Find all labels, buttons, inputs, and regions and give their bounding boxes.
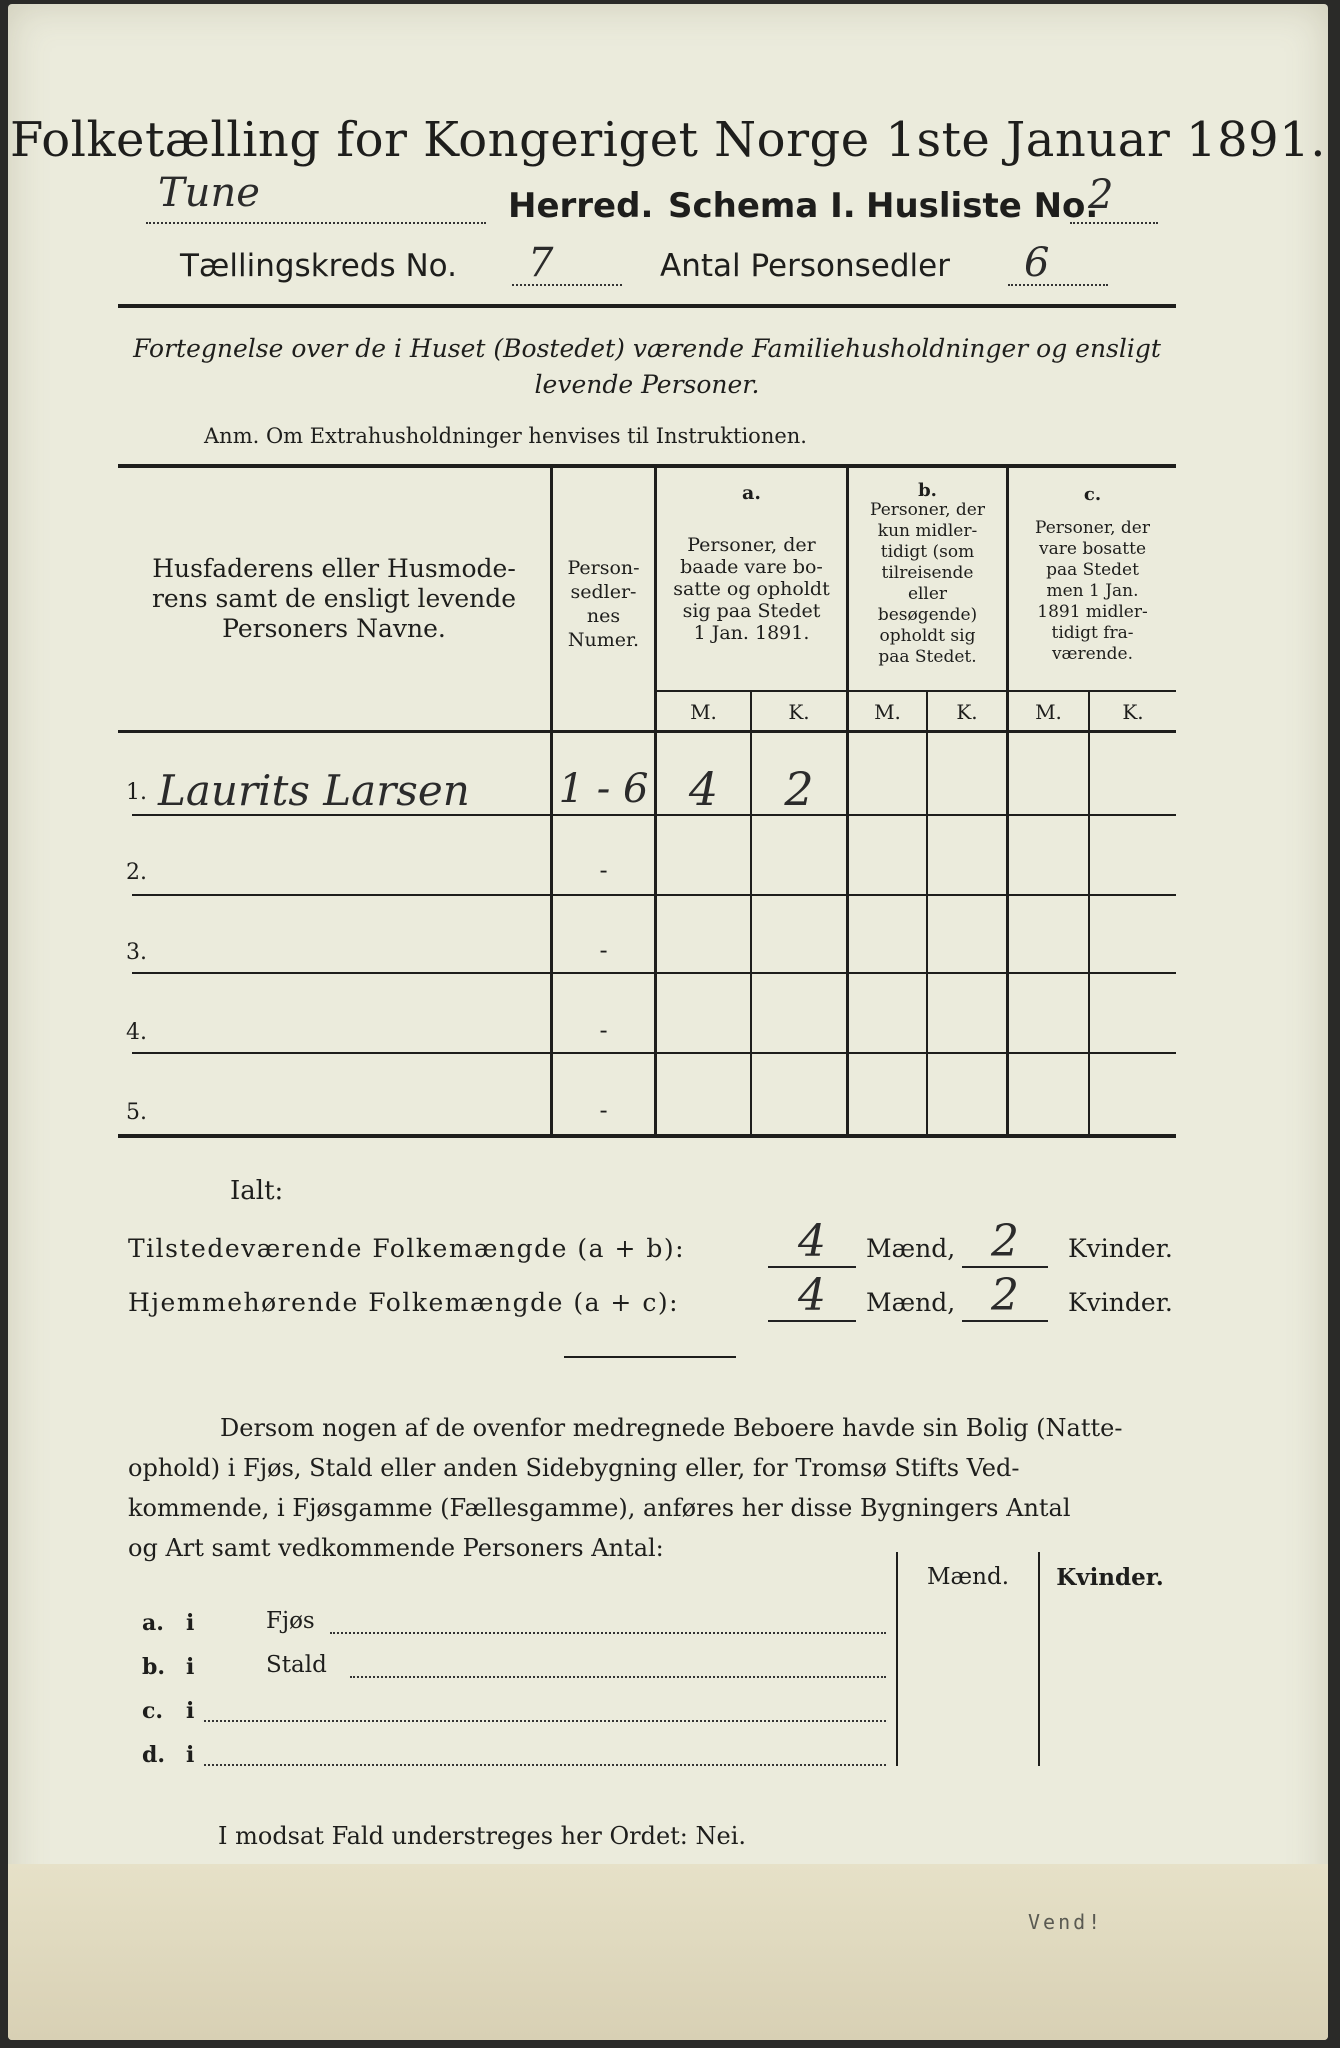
- col-c-m-label: M.: [1035, 700, 1062, 724]
- row-1-numer: 1 - 6: [558, 766, 649, 812]
- col-c-header-line: tidigt fra-: [1051, 623, 1134, 643]
- item-a-letter: a.: [142, 1610, 164, 1636]
- row-2-line: [132, 894, 1176, 896]
- col-c-letter: c.: [1083, 484, 1102, 505]
- lower-kvinder-header: Kvinder.: [1056, 1564, 1164, 1591]
- col-b-header-line: besøgende): [877, 605, 978, 625]
- item-c-dotted-line: [204, 1702, 886, 1722]
- col-b-header-line: eller: [907, 584, 948, 604]
- col-c-header-line: men 1 Jan.: [1046, 581, 1139, 601]
- col-c-header-line: 1891 midler-: [1037, 602, 1148, 622]
- anm-note: Anm. Om Extrahusholdninger henvises til Instruktionen.: [204, 424, 807, 448]
- kreds-label: Tællingskreds No.: [180, 248, 457, 284]
- note-line-1: Dersom nogen af de ovenfor medregnede Beboere havde sin Bolig (Natte-: [220, 1414, 1123, 1442]
- page-bottom-band: [8, 1864, 1328, 2040]
- husliste-dotted-line: [1070, 180, 1158, 224]
- names-header-line: rens samt de ensligt levende: [151, 584, 517, 613]
- lower-maend-header: Mænd.: [926, 1564, 1010, 1590]
- numer-header-line: Numer.: [567, 629, 640, 651]
- item-b-letter: b.: [142, 1654, 166, 1680]
- header-rule: [118, 304, 1176, 308]
- hjemme-m-value: 4: [798, 1270, 826, 1321]
- row-4-number: 4.: [126, 1020, 147, 1045]
- item-b-dotted-line: [350, 1658, 886, 1678]
- intro-line-1: Fortegnelse over de i Huset (Bostedet) værende Familiehusholdninger og ensligt: [133, 334, 1161, 363]
- col-c-header-line: værende.: [1051, 644, 1134, 664]
- item-c-i: i: [186, 1698, 195, 1724]
- item-d-dotted-line: [204, 1746, 886, 1766]
- item-d-i: i: [186, 1742, 195, 1768]
- row-2-numer: -: [599, 856, 608, 884]
- row-1-number: 1.: [126, 780, 147, 805]
- husliste-value: 2: [1088, 172, 1114, 218]
- row-1-a-m: 4: [688, 762, 719, 816]
- numer-header-line: nes: [586, 605, 621, 627]
- col-c-k-label: K.: [1122, 700, 1144, 724]
- item-d-letter: d.: [142, 1742, 166, 1768]
- col-b-m-label: M.: [874, 700, 901, 724]
- row-2-number: 2.: [126, 860, 147, 885]
- item-b-i: i: [186, 1654, 195, 1680]
- row-4-numer: -: [599, 1016, 608, 1044]
- numer-header-line: Person-: [567, 557, 640, 579]
- hjemme-k-value: 2: [991, 1270, 1019, 1321]
- antal-value: 6: [1024, 240, 1050, 286]
- hjemme-maend: Mænd,: [866, 1288, 956, 1317]
- item-b-label: Stald: [266, 1652, 327, 1678]
- row-1-a-k: 2: [784, 762, 814, 816]
- herred-value: Tune: [158, 170, 260, 216]
- row-5-number: 5.: [126, 1100, 147, 1125]
- hjemme-kvinder: Kvinder.: [1068, 1288, 1173, 1317]
- col-divider-c-mk: [1088, 690, 1090, 1134]
- note-line-4: og Art samt vedkommende Personers Antal:: [128, 1534, 664, 1562]
- modsat-note: I modsat Fald understreges her Ordet: Nei.: [218, 1822, 747, 1850]
- col-b-header-line: tilreisende: [881, 563, 974, 583]
- tilstede-label: Tilstedeværende Folkemængde (a + b):: [128, 1234, 686, 1263]
- col-b-header-line: opholdt sig: [879, 626, 976, 646]
- names-header-line: Personers Navne.: [222, 614, 446, 643]
- item-a-dotted-line: [330, 1614, 886, 1634]
- form-title: Folketælling for Kongeriget Norge 1ste Januar 1891.: [10, 112, 1326, 168]
- col-c-header: [1009, 518, 1176, 665]
- row-3-number: 3.: [126, 940, 147, 965]
- col-b-header: [849, 500, 1006, 668]
- row-3-line: [132, 972, 1176, 974]
- numer-header-line: sedler-: [570, 581, 637, 603]
- numer-column-header: [553, 556, 654, 652]
- ialt-label: Ialt:: [230, 1176, 284, 1206]
- col-a-m-label: M.: [690, 700, 717, 724]
- row-3-numer: -: [599, 936, 608, 964]
- names-header-line: Husfaderens eller Husmode-: [152, 554, 516, 583]
- mk-rule: [656, 690, 1176, 692]
- col-a-letter: a.: [742, 482, 761, 504]
- husliste-label: Husliste No.: [866, 186, 1099, 226]
- tilstede-k-value: 2: [991, 1216, 1019, 1267]
- col-c-header-line: paa Stedet: [1046, 560, 1139, 580]
- col-a-header-line: sig paa Stedet: [682, 600, 821, 622]
- table-top-rule: [118, 464, 1176, 468]
- col-b-header-line: tidigt (som: [880, 542, 975, 562]
- intro-line-2: levende Personer.: [534, 370, 760, 399]
- vend-label: Vend!: [1028, 1910, 1104, 1934]
- tilstede-kvinder: Kvinder.: [1068, 1234, 1173, 1263]
- note-line-3: kommende, i Fjøsgamme (Fællesgamme), anføres her disse Bygningers Antal: [128, 1494, 1071, 1522]
- col-a-header-line: Personer, der: [687, 534, 816, 556]
- col-b-header-line: Personer, der: [870, 500, 985, 520]
- table-header-bottom-rule: [118, 730, 1176, 733]
- item-a-i: i: [186, 1610, 195, 1636]
- col-b-letter: b.: [918, 480, 937, 501]
- row-4-line: [132, 1052, 1176, 1054]
- col-c-header-line: Personer, der: [1035, 518, 1150, 538]
- col-a-header-line: satte og opholdt: [673, 578, 830, 600]
- table-bottom-rule: [118, 1134, 1176, 1138]
- item-c-letter: c.: [142, 1698, 164, 1724]
- col-b-header-line: kun midler-: [877, 521, 978, 541]
- col-divider-b-mk: [926, 690, 928, 1134]
- col-b-k-label: K.: [956, 700, 978, 724]
- schema-label: Schema I.: [668, 186, 856, 226]
- kreds-value: 7: [528, 240, 554, 286]
- herred-label: Herred.: [508, 186, 654, 226]
- note-line-2: ophold) i Fjøs, Stald eller anden Sidebygning eller, for Tromsø Stifts Ved-: [128, 1454, 1020, 1482]
- col-a-header-line: baade vare bo-: [680, 556, 823, 578]
- col-divider-a-mk: [750, 690, 752, 1134]
- hjemme-label: Hjemmehørende Folkemængde (a + c):: [128, 1288, 679, 1317]
- col-a-header-line: 1 Jan. 1891.: [693, 622, 810, 644]
- separator-short-rule: [564, 1356, 736, 1358]
- item-a-label: Fjøs: [266, 1608, 315, 1634]
- col-a-header: [657, 534, 846, 644]
- names-column-header: [118, 554, 550, 644]
- col-c-header-line: vare bosatte: [1038, 539, 1147, 559]
- col-b-header-line: paa Stedet.: [878, 647, 977, 667]
- antal-label: Antal Personsedler: [660, 248, 950, 284]
- note-paragraph: [128, 1408, 1180, 1568]
- row-5-numer: -: [599, 1096, 608, 1124]
- col-a-k-label: K.: [788, 700, 810, 724]
- row-1-name: Laurits Larsen: [158, 766, 470, 815]
- antal-dotted-line: [1008, 244, 1108, 286]
- tilstede-maend: Mænd,: [866, 1234, 956, 1263]
- tilstede-m-value: 4: [798, 1216, 826, 1267]
- census-form-page: [8, 4, 1328, 2040]
